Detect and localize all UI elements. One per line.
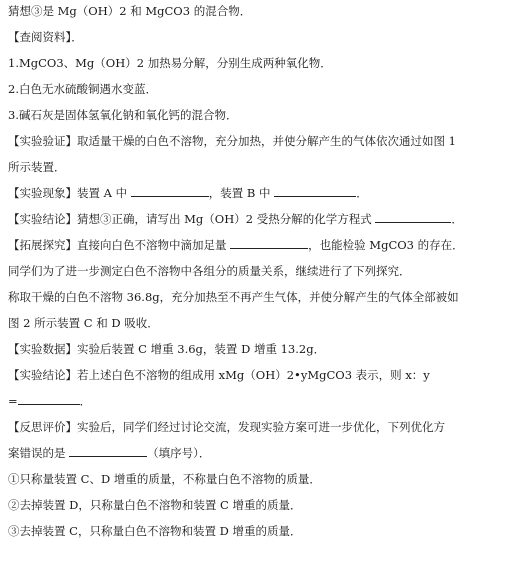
reflection-text: 【反思评价】实验后，同学们经过讨论交流，发现实验方案可进一步优化，下列优化方: [8, 420, 445, 434]
answer-blank-equation[interactable]: [375, 212, 451, 223]
reflection-answer-line: [8, 446, 524, 461]
reflection-text-b: （填序号）．: [147, 446, 211, 460]
answer-blank-option[interactable]: [69, 446, 147, 457]
experiment-data-text: 【实验数据】实验后装置 C 增重 3.6g，装置 D 增重 13.2g．: [8, 342, 326, 356]
experiment-verification-cont: 所示装置．: [8, 160, 66, 174]
answer-blank-ratio[interactable]: [18, 394, 80, 405]
phenomenon-text-c: ．: [356, 186, 368, 200]
phenomenon-text-a: 【实验现象】装置 A 中: [8, 186, 131, 200]
weigh-sample-text: 称取干燥的白色不溶物 36.8g，充分加热至不再产生气体，并使分解产生的气体全部被如: [8, 290, 459, 304]
reference-item-3: 3.碱石灰是固体氢氧化钠和氧化钙的混合物．: [8, 108, 238, 122]
experiment-conclusion-line: [8, 212, 524, 227]
ratio-answer-line: [8, 394, 524, 409]
answer-blank-reagent[interactable]: [230, 238, 308, 249]
further-measure-text: 同学们为了进一步测定白色不溶物中各组分的质量关系，继续进行了下列探究．: [8, 264, 411, 278]
extension-text-a: 【拓展探究】直接向白色不溶物中滴加足量: [8, 238, 231, 252]
hypothesis-3-text: 猜想③是 Mg（OH）2 和 MgCO3 的混合物．: [8, 4, 252, 18]
reference-item-2: 2.白色无水硫酸铜遇水变蓝．: [8, 82, 157, 96]
experiment-verification-text: 【实验验证】取适量干燥的白色不溶物，充分加热，并使分解产生的气体依次通过如图 1: [8, 134, 456, 148]
answer-blank-device-b[interactable]: [274, 186, 356, 197]
reference-item-1: 1.MgCO3、Mg（OH）2 加热易分解，分别生成两种氧化物．: [8, 56, 332, 70]
experiment-phenomenon-line: [8, 186, 524, 201]
ratio-conclusion-text: 【实验结论】若上述白色不溶物的组成用 xMg（OH）2•yMgCO3 表示，则 x：y: [8, 368, 430, 382]
option-1: ①只称量装置 C、D 增重的质量，不称量白色不溶物的质量．: [8, 472, 321, 486]
weigh-sample-cont: 图 2 所示装置 C 和 D 吸收．: [8, 316, 159, 330]
conclusion-text-a: 【实验结论】猜想③正确，请写出 Mg（OH）2 受热分解的化学方程式: [8, 212, 376, 226]
option-2: ②去掉装置 D，只称量白色不溶物和装置 C 增重的质量．: [8, 498, 302, 512]
extension-explore-line: [8, 238, 524, 253]
answer-blank-device-a[interactable]: [131, 186, 209, 197]
ratio-end: ．: [79, 394, 92, 408]
conclusion-text-b: ．: [451, 212, 463, 226]
section-heading-references: 【查阅资料】．: [8, 30, 83, 44]
ratio-equals: =: [8, 394, 18, 408]
reflection-text-a: 案错误的是: [8, 446, 70, 460]
extension-text-b: ，也能检验 MgCO3 的存在．: [308, 238, 464, 252]
phenomenon-text-b: ，装置 B 中: [208, 186, 275, 200]
option-3: ③去掉装置 C，只称量白色不溶物和装置 D 增重的质量．: [8, 524, 302, 538]
